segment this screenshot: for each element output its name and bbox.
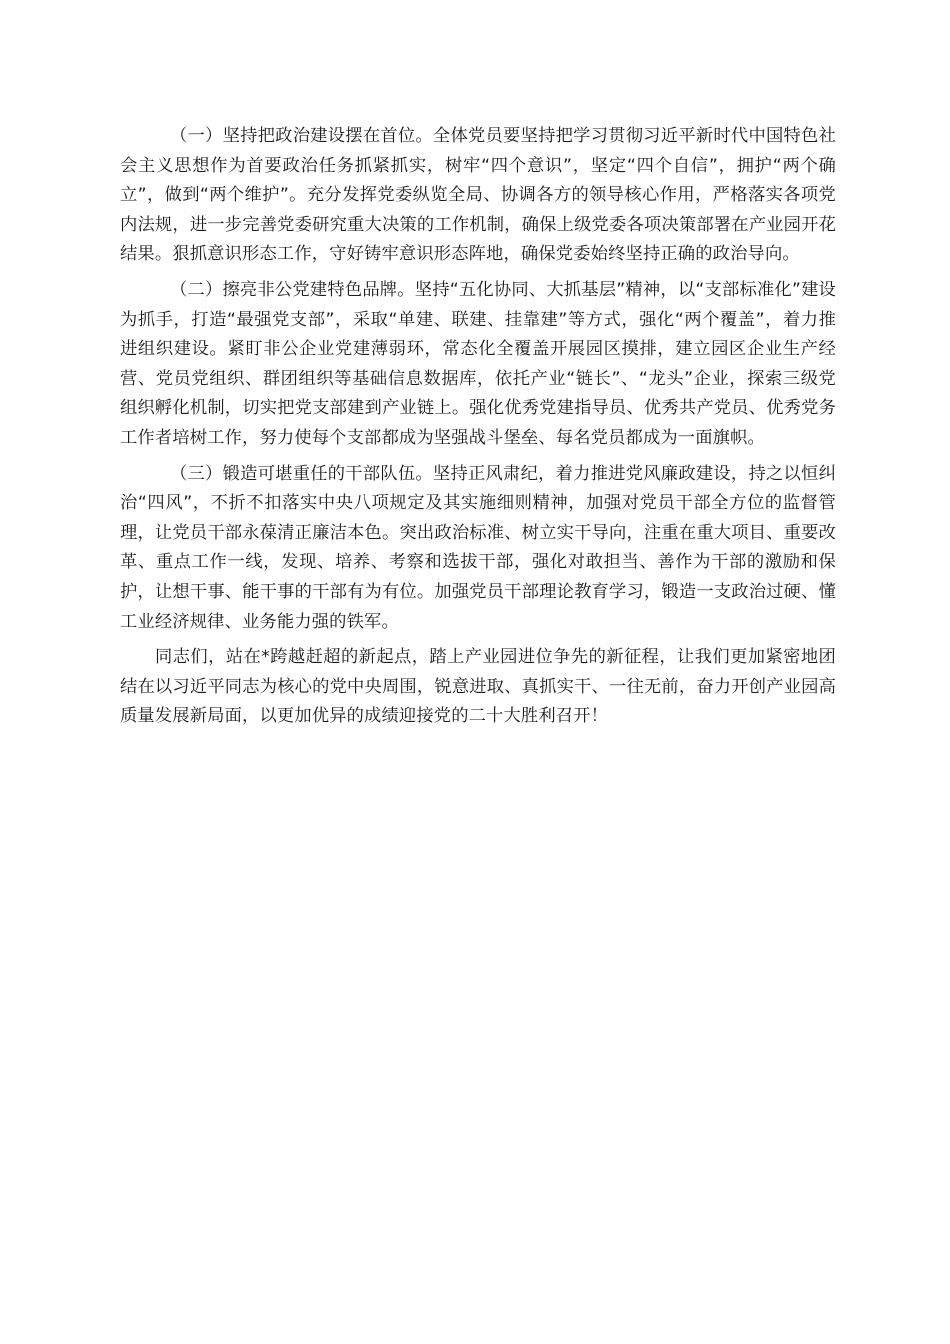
- paragraph-political-construction: （一）坚持把政治建设摆在首位。全体党员要坚持把学习贯彻习近平新时代中国特色社会主义思想作为首要政治任务抓紧抓实，树牢“四个意识”，坚定“四个自信”，拥护“两个确立”，做到“两个维护”。充分发挥党委纵览全局、协调各方的领导核心作用，严格落实各项党内法规，进一步完善党委研究重大决策的工作机制，确保上级党委各项决策部署在产业园开花结果。狠抓意识形态工作，守好铸牢意识形态阵地，确保党委始终坚持正确的政治导向。: [120, 126, 836, 265]
- paragraph-cadre-team: （三）锻造可堪重任的干部队伍。坚持正风肃纪，着力推进党风廉政建设，持之以恒纠治“四风”，不折不扣落实中央八项规定及其实施细则精神，加强对党员干部全方位的监督管理，让党员干部永葆清正廉洁本色。突出政治标准、树立实干导向，注重在重大项目、重要改革、重点工作一线，发现、培养、考察和选拔干部，强化对敢担当、善作为干部的激励和保护，让想干事、能干事的干部有为有位。加强党员干部理论教育学习，锻造一支政治过硬、懂工业经济规律、业务能力强的铁军。: [120, 463, 836, 632]
- paragraph-party-brand: （二）擦亮非公党建特色品牌。坚持“五化协同、大抓基层”精神，以“支部标准化”建设为抓手，打造“最强党支部”，采取“单建、联建、挂靠建”等方式，强化“两个覆盖”，着力推进组织建设。紧盯非公企业党建薄弱环，常态化全覆盖开展园区摸排，建立园区企业生产经营、党员党组织、群团组织等基础信息数据库，依托产业“链长”、“龙头”企业，探索三级党组织孵化机制，切实把党支部建到产业链上。强化优秀党建指导员、优秀共产党员、优秀党务工作者培树工作，努力使每个支部都成为坚强战斗堡垒、每名党员都成为一面旗帜。: [120, 279, 836, 448]
- paragraph-closing: 同志们，站在*跨越赶超的新起点，踏上产业园进位争先的新征程，让我们更加紧密地团结在以习近平同志为核心的党中央周围，锐意进取、真抓实干、一往无前，奋力开创产业园高质量发展新局面，以更加优异的成绩迎接党的二十大胜利召开！: [120, 647, 836, 727]
- document-body: [120, 122, 836, 738]
